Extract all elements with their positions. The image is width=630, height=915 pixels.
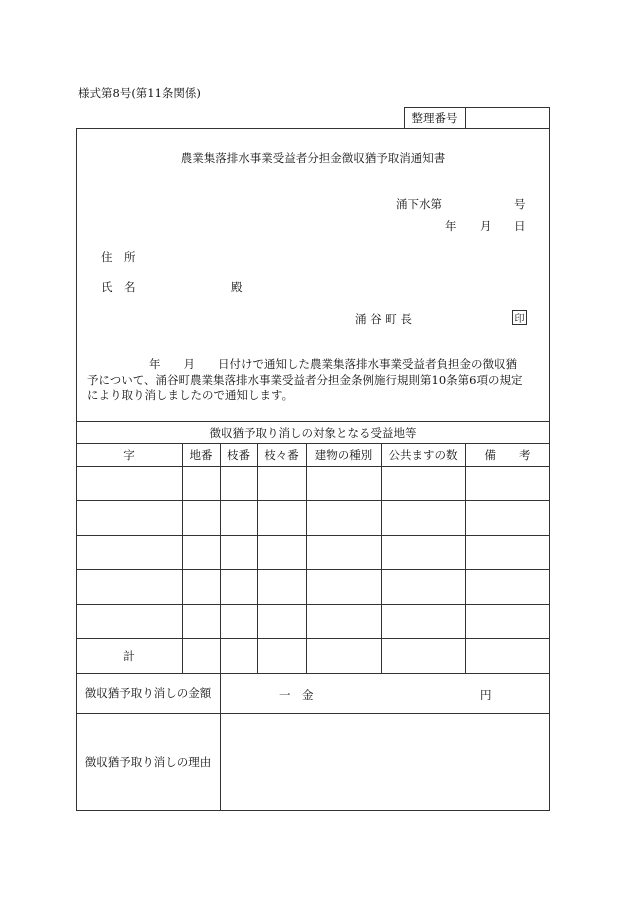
date-day: 日 [514,219,526,233]
table-line [76,604,550,605]
document-number-prefix: 涌下水第 [396,197,442,211]
table-column-line [465,443,466,673]
column-header-building-type: 建物の種別 [314,447,373,462]
table-column-line [306,443,307,673]
form-number-label: 様式第8号(第11条関係) [78,86,201,100]
column-header-public-basin-count: 公共ますの数 [388,447,458,462]
reason-label: 徴収猶予取り消しの理由 [84,755,212,769]
column-header-remarks: 備 考 [484,447,531,462]
body-line-3: により取り消しましたので通知します。 [87,388,294,402]
amount-prefix: 一 金 [279,688,314,702]
table-line [76,500,550,501]
total-label: 計 [123,648,135,663]
date-month: 月 [480,219,492,233]
table-line [76,569,550,570]
name-label: 氏 名 [101,280,136,294]
table-line [76,535,550,536]
body-line-1: 年 月 日付けで通知した農業集落排水事業受益者負担金の徴収猶 [149,357,517,371]
document-number-suffix: 号 [514,197,526,211]
amount-unit: 円 [480,688,492,702]
table-caption: 徴収猶予取り消しの対象となる受益地等 [209,425,417,440]
column-header-branch-number: 枝番 [227,447,250,462]
table-column-line [257,443,258,673]
reason-value[interactable] [221,714,549,810]
seal-stamp: 印 [512,310,527,325]
issuer-title: 涌 谷 町 長 [355,312,412,326]
address-label: 住 所 [101,250,136,264]
document-title: 農業集落排水事業受益者分担金徴収猶予取消通知書 [180,151,446,165]
column-header-aza: 字 [123,447,135,462]
honorific: 殿 [231,280,243,294]
column-header-sub-branch-number: 枝々番 [264,447,299,462]
table-column-line [381,443,382,673]
date-year: 年 [445,219,457,233]
amount-label: 徴収猶予取り消しの金額 [84,686,212,700]
body-line-2: 予について、涌谷町農業集落排水事業受益者分担金条例施行規則第10条第6項の規定 [87,373,523,387]
table-line [76,466,550,467]
column-header-lot-number: 地番 [189,447,213,462]
reference-number-value[interactable] [466,107,550,129]
table-column-line [182,443,183,673]
reference-number-label: 整理番号 [411,111,458,125]
